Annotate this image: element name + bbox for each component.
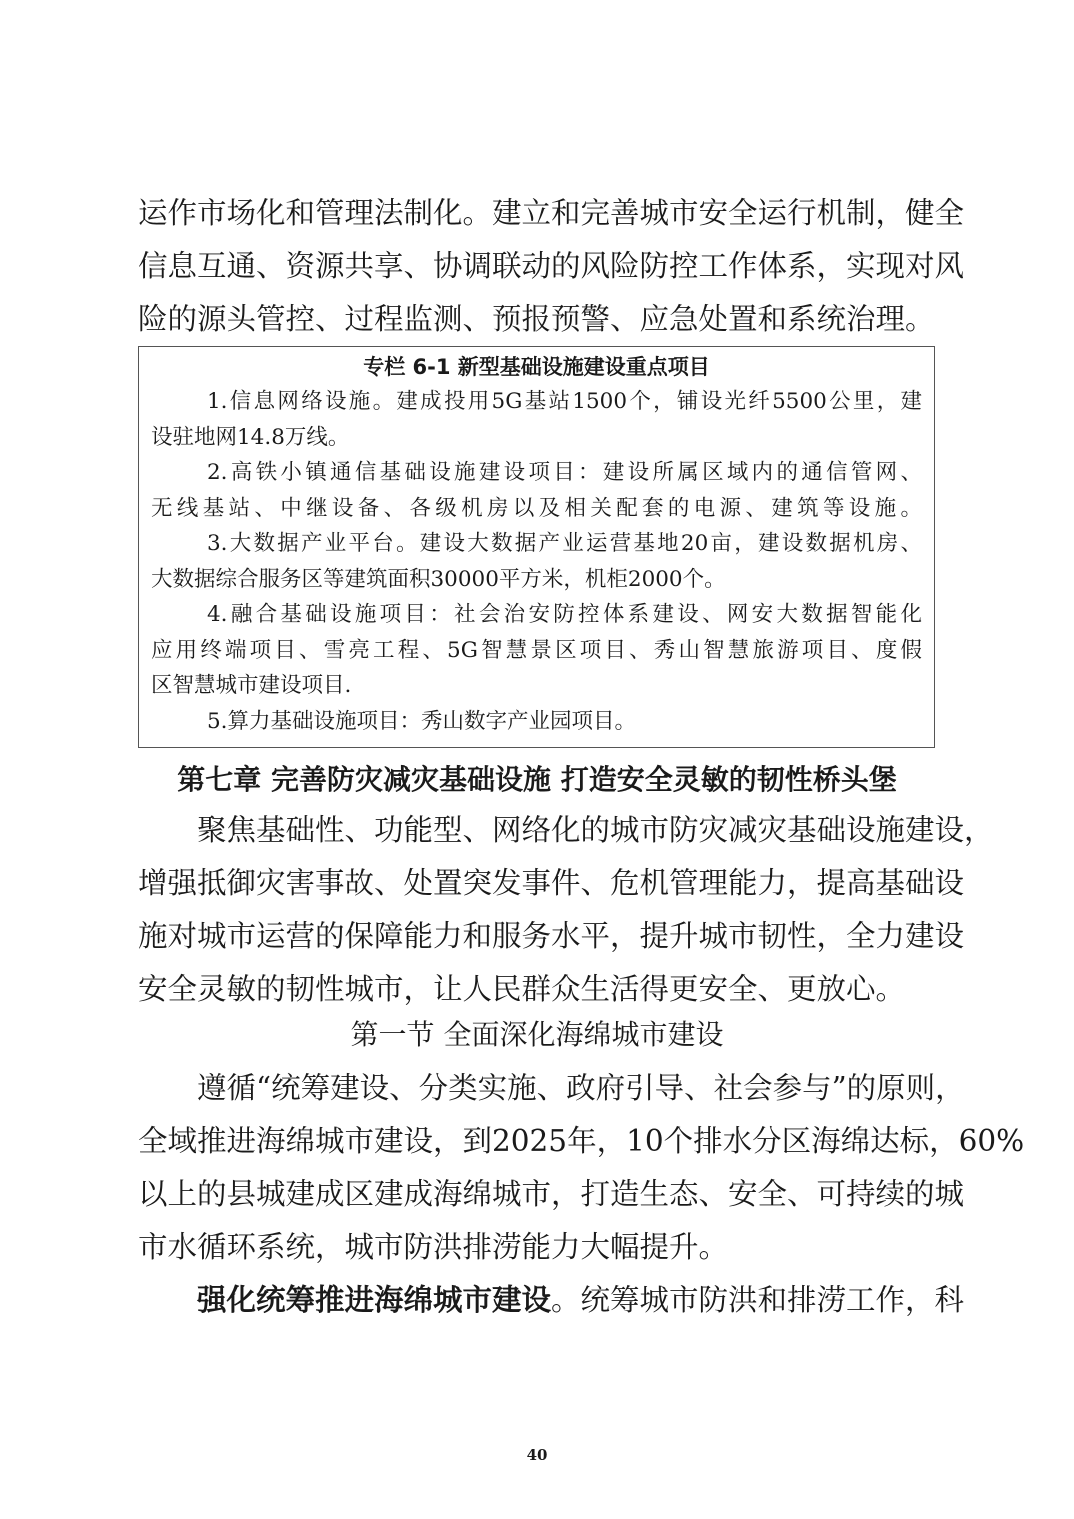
chapter-line-3: 施对城市运营的保障能力和服务水平，提升城市韧性，全力建设: [138, 919, 965, 953]
chapter-paragraph: [138, 804, 994, 1016]
section-title: 第一节 全面深化海绵城市建设: [350, 1018, 724, 1051]
last-paragraph: [138, 1274, 965, 1327]
section-line-3: 以上的县城建成区建成海绵城市，打造生态、安全、可持续的城: [138, 1177, 965, 1211]
chapter-line-4: 安全灵敏的韧性城市，让人民群众生活得更安全、更放心。: [138, 972, 906, 1006]
box-title: 专栏 6-1 新型基础设施建设重点项目: [363, 355, 710, 379]
box-item-3-line-1: 3.大数据产业平台。建设大数据产业运营基地20亩，建设数据机房、: [207, 531, 922, 556]
intro-paragraph: [138, 187, 965, 346]
intro-line-3: 险的源头管控、过程监测、预报预警、应急处置和系统治理。: [138, 302, 935, 336]
intro-line-2: 信息互通、资源共享、协调联动的风险防控工作体系，实现对风: [138, 249, 965, 283]
section-line-4: 市水循环系统，城市防洪排涝能力大幅提升。: [138, 1230, 729, 1264]
box-item-3-line-2: 大数据综合服务区等建筑面积30000平方米，机柜2000个。: [151, 566, 726, 592]
box-item-4-line-1: 4.融合基础设施项目：社会治安防控体系建设、网安大数据智能化: [207, 602, 922, 627]
intro-line-1: 运作市场化和管理法制化。建立和完善城市安全运行机制，健全: [138, 196, 965, 230]
box-item-1-line-2: 设驻地网14.8万线。: [151, 424, 350, 450]
box-item-4-line-3: 区智慧城市建设项目.: [151, 673, 352, 698]
section-line-1: 遵循“统筹建设、分类实施、政府引导、社会参与”的原则，: [197, 1071, 965, 1105]
box-item-2-line-1: 2.高铁小镇通信基础设施建设项目：建设所属区域内的通信管网、: [207, 460, 922, 485]
project-box: [138, 346, 935, 748]
box-items: [151, 384, 922, 739]
chapter-title: 第七章 完善防灾减灾基础设施 打造安全灵敏的韧性桥头堡: [177, 763, 897, 796]
box-item-4-line-2: 应用终端项目、雪亮工程、5G智慧景区项目、秀山智慧旅游项目、度假: [151, 637, 922, 663]
box-item-1-line-1: 1.信息网络设施。建成投用5G基站1500个，铺设光纤5500公里，建: [207, 389, 922, 414]
last-line-1: [138, 1274, 965, 1327]
bold-lead: 强化统筹推进海绵城市建设: [197, 1283, 552, 1317]
box-item-5-line-1: 5.算力基础设施项目：秀山数字产业园项目。: [207, 708, 637, 734]
section-line-2: 全域推进海绵城市建设，到2025年，10个排水分区海绵达标，60%: [138, 1124, 1025, 1158]
last-line-rest: 。统筹城市防洪和排涝工作，科: [551, 1283, 965, 1317]
chapter-line-1: 聚焦基础性、功能型、网络化的城市防灾减灾基础设施建设，: [197, 813, 994, 847]
box-item-2-line-2: 无线基站、中继设备、各级机房以及相关配套的电源、建筑等设施。: [151, 495, 922, 521]
chapter-line-2: 增强抵御灾害事故、处置突发事件、危机管理能力，提高基础设: [138, 866, 965, 900]
section-paragraph: [138, 1062, 1025, 1274]
page-number: 40: [526, 1446, 548, 1464]
